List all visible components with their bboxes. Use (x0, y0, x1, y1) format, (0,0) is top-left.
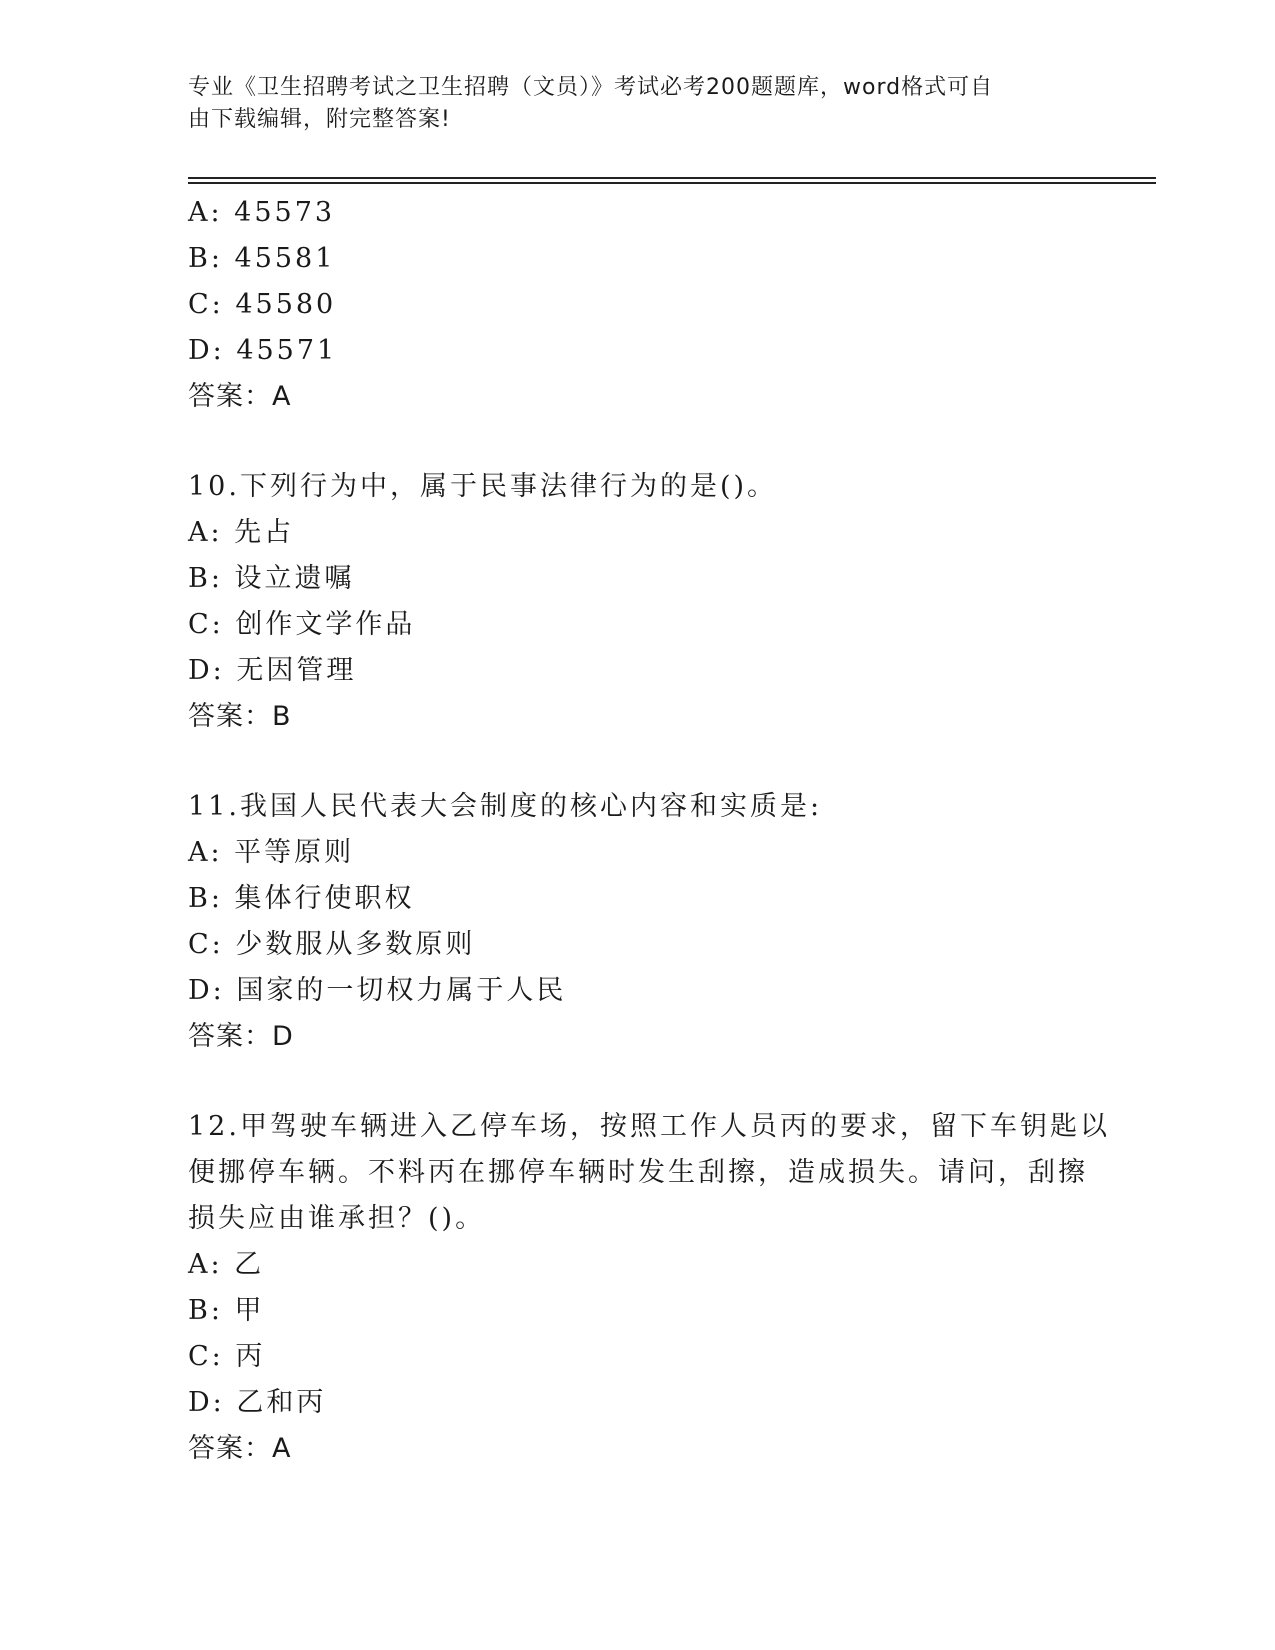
question-stem: 10.下列行为中，属于民事法律行为的是()。 (188, 471, 778, 502)
question-block-9 (188, 190, 1088, 420)
spacer (188, 420, 1088, 464)
question-stem-line-1: 12.甲驾驶车辆进入乙停车场，按照工作人员丙的要求，留下车钥匙以 (188, 1111, 1110, 1142)
question-list (188, 190, 1110, 1472)
header-divider-top (188, 177, 1156, 179)
option-d: D: 45571 (188, 335, 338, 366)
answer-line: 答案：B (188, 701, 292, 732)
option-a: A: 45573 (188, 197, 336, 228)
spacer (188, 1060, 1088, 1104)
question-block-12 (188, 1104, 1110, 1472)
option-d: D: 无因管理 (188, 655, 357, 686)
option-b: B: 集体行使职权 (188, 883, 415, 914)
header-line-2: 由下载编辑，附完整答案! (188, 107, 451, 132)
header-divider-bottom (188, 182, 1156, 184)
document-header (188, 72, 1068, 136)
option-c: C: 45580 (188, 289, 337, 320)
spacer (188, 740, 1088, 784)
answer-line: 答案：A (188, 1433, 292, 1464)
option-c: C: 创作文学作品 (188, 609, 416, 640)
question-block-11 (188, 784, 1088, 1060)
option-b: B: 甲 (188, 1295, 265, 1326)
header-line-1: 专业《卫生招聘考试之卫生招聘（文员）》考试必考200题题库，word格式可自 (188, 75, 994, 100)
option-d: D: 乙和丙 (188, 1387, 327, 1418)
answer-line: 答案：A (188, 381, 292, 412)
option-c: C: 丙 (188, 1341, 266, 1372)
option-a: A: 乙 (188, 1249, 265, 1280)
option-b: B: 设立遗嘱 (188, 563, 355, 594)
question-stem-line-3: 损失应由谁承担？()。 (188, 1203, 486, 1234)
question-stem-line-2: 便挪停车辆。不料丙在挪停车辆时发生刮擦，造成损失。请问，刮擦 (188, 1157, 1088, 1188)
question-stem: 11.我国人民代表大会制度的核心内容和实质是: (188, 791, 823, 822)
option-c: C: 少数服从多数原则 (188, 929, 476, 960)
option-b: B: 45581 (188, 243, 336, 274)
option-a: A: 平等原则 (188, 837, 355, 868)
option-d: D: 国家的一切权力属于人民 (188, 975, 567, 1006)
option-a: A: 先占 (188, 517, 295, 548)
question-block-10 (188, 464, 1088, 740)
answer-line: 答案：D (188, 1021, 294, 1052)
